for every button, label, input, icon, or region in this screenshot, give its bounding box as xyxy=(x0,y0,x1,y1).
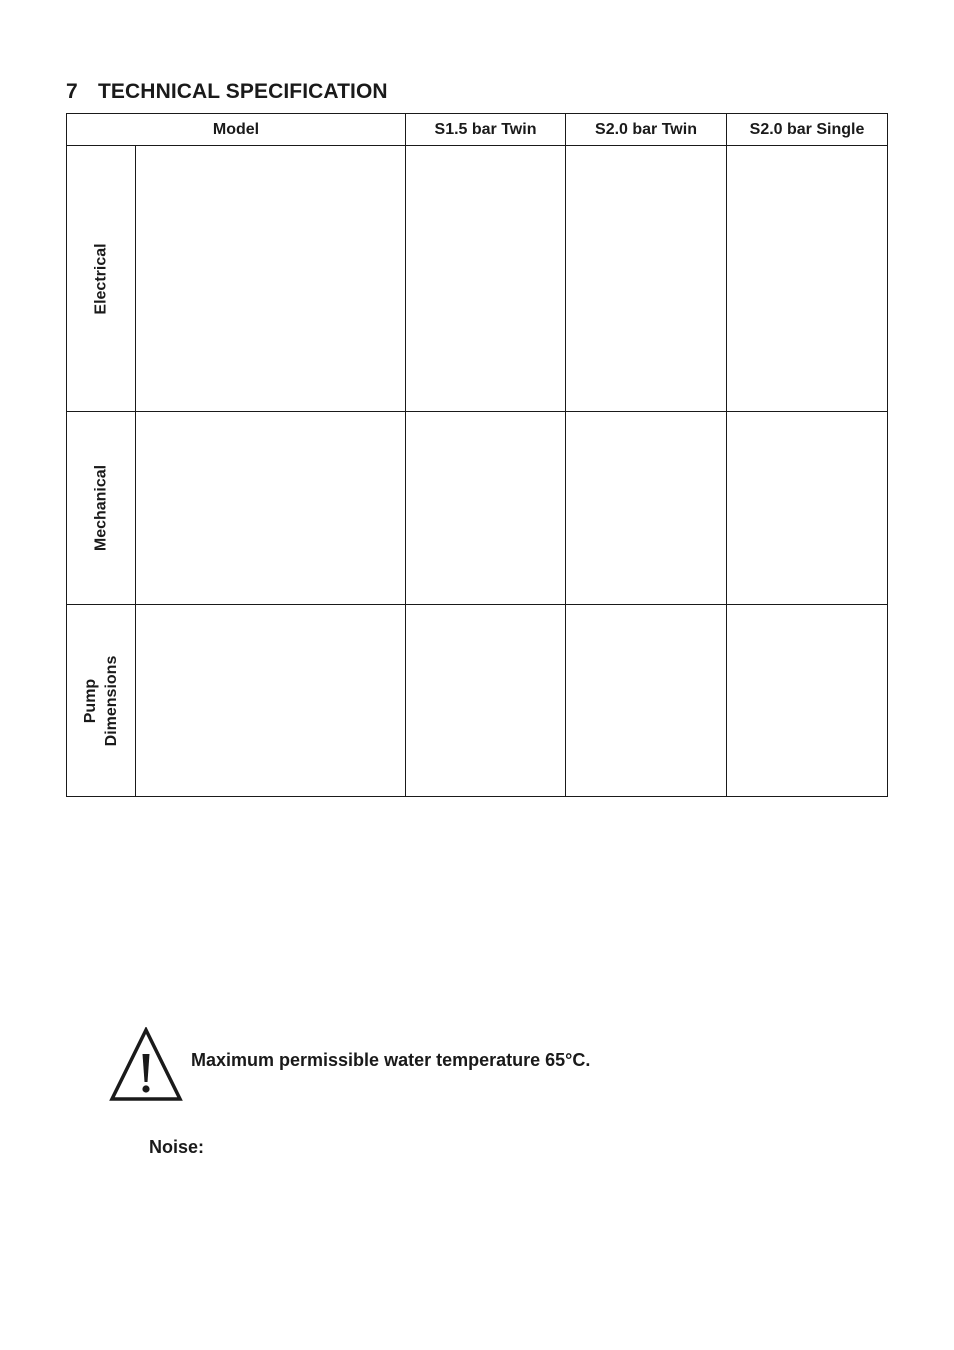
table-cell xyxy=(566,146,727,412)
table-row-pump-dimensions xyxy=(67,605,888,797)
table-cell xyxy=(406,605,566,797)
group-label-electrical: Electrical xyxy=(92,242,110,315)
table-header-row xyxy=(67,114,888,146)
group-cell-mechanical xyxy=(67,412,136,605)
table-cell xyxy=(727,146,888,412)
table-cell xyxy=(406,412,566,605)
table-row-electrical xyxy=(67,146,888,412)
table-cell xyxy=(136,146,406,412)
header-s20-bar-single: S2.0 bar Single xyxy=(727,114,888,146)
header-s15-bar-twin: S1.5 bar Twin xyxy=(406,114,566,146)
table-cell xyxy=(136,412,406,605)
header-s20-bar-twin: S2.0 bar Twin xyxy=(566,114,727,146)
warning-triangle-icon xyxy=(109,1027,183,1102)
table-cell xyxy=(566,412,727,605)
group-label-line: Pump xyxy=(82,678,99,723)
table-cell xyxy=(566,605,727,797)
group-label-pump-dimensions xyxy=(80,655,122,746)
group-label-mechanical: Mechanical xyxy=(92,464,110,552)
group-label-line: Dimensions xyxy=(103,655,120,746)
table-cell xyxy=(406,146,566,412)
header-model: Model xyxy=(67,114,406,146)
section-number: 7 xyxy=(66,80,78,103)
table-cell xyxy=(727,605,888,797)
noise-label: Noise: xyxy=(149,1137,205,1157)
group-cell-pump-dimensions xyxy=(67,605,136,797)
table-cell xyxy=(136,605,406,797)
section-heading xyxy=(66,80,388,104)
table-row-mechanical xyxy=(67,412,888,605)
section-title: TECHNICAL SPECIFICATION xyxy=(98,80,388,103)
table-cell xyxy=(727,412,888,605)
water-temperature-warning: Maximum permissible water temperature 65°C. xyxy=(191,1050,591,1070)
group-cell-electrical xyxy=(67,146,136,412)
technical-specification-table xyxy=(66,113,888,797)
